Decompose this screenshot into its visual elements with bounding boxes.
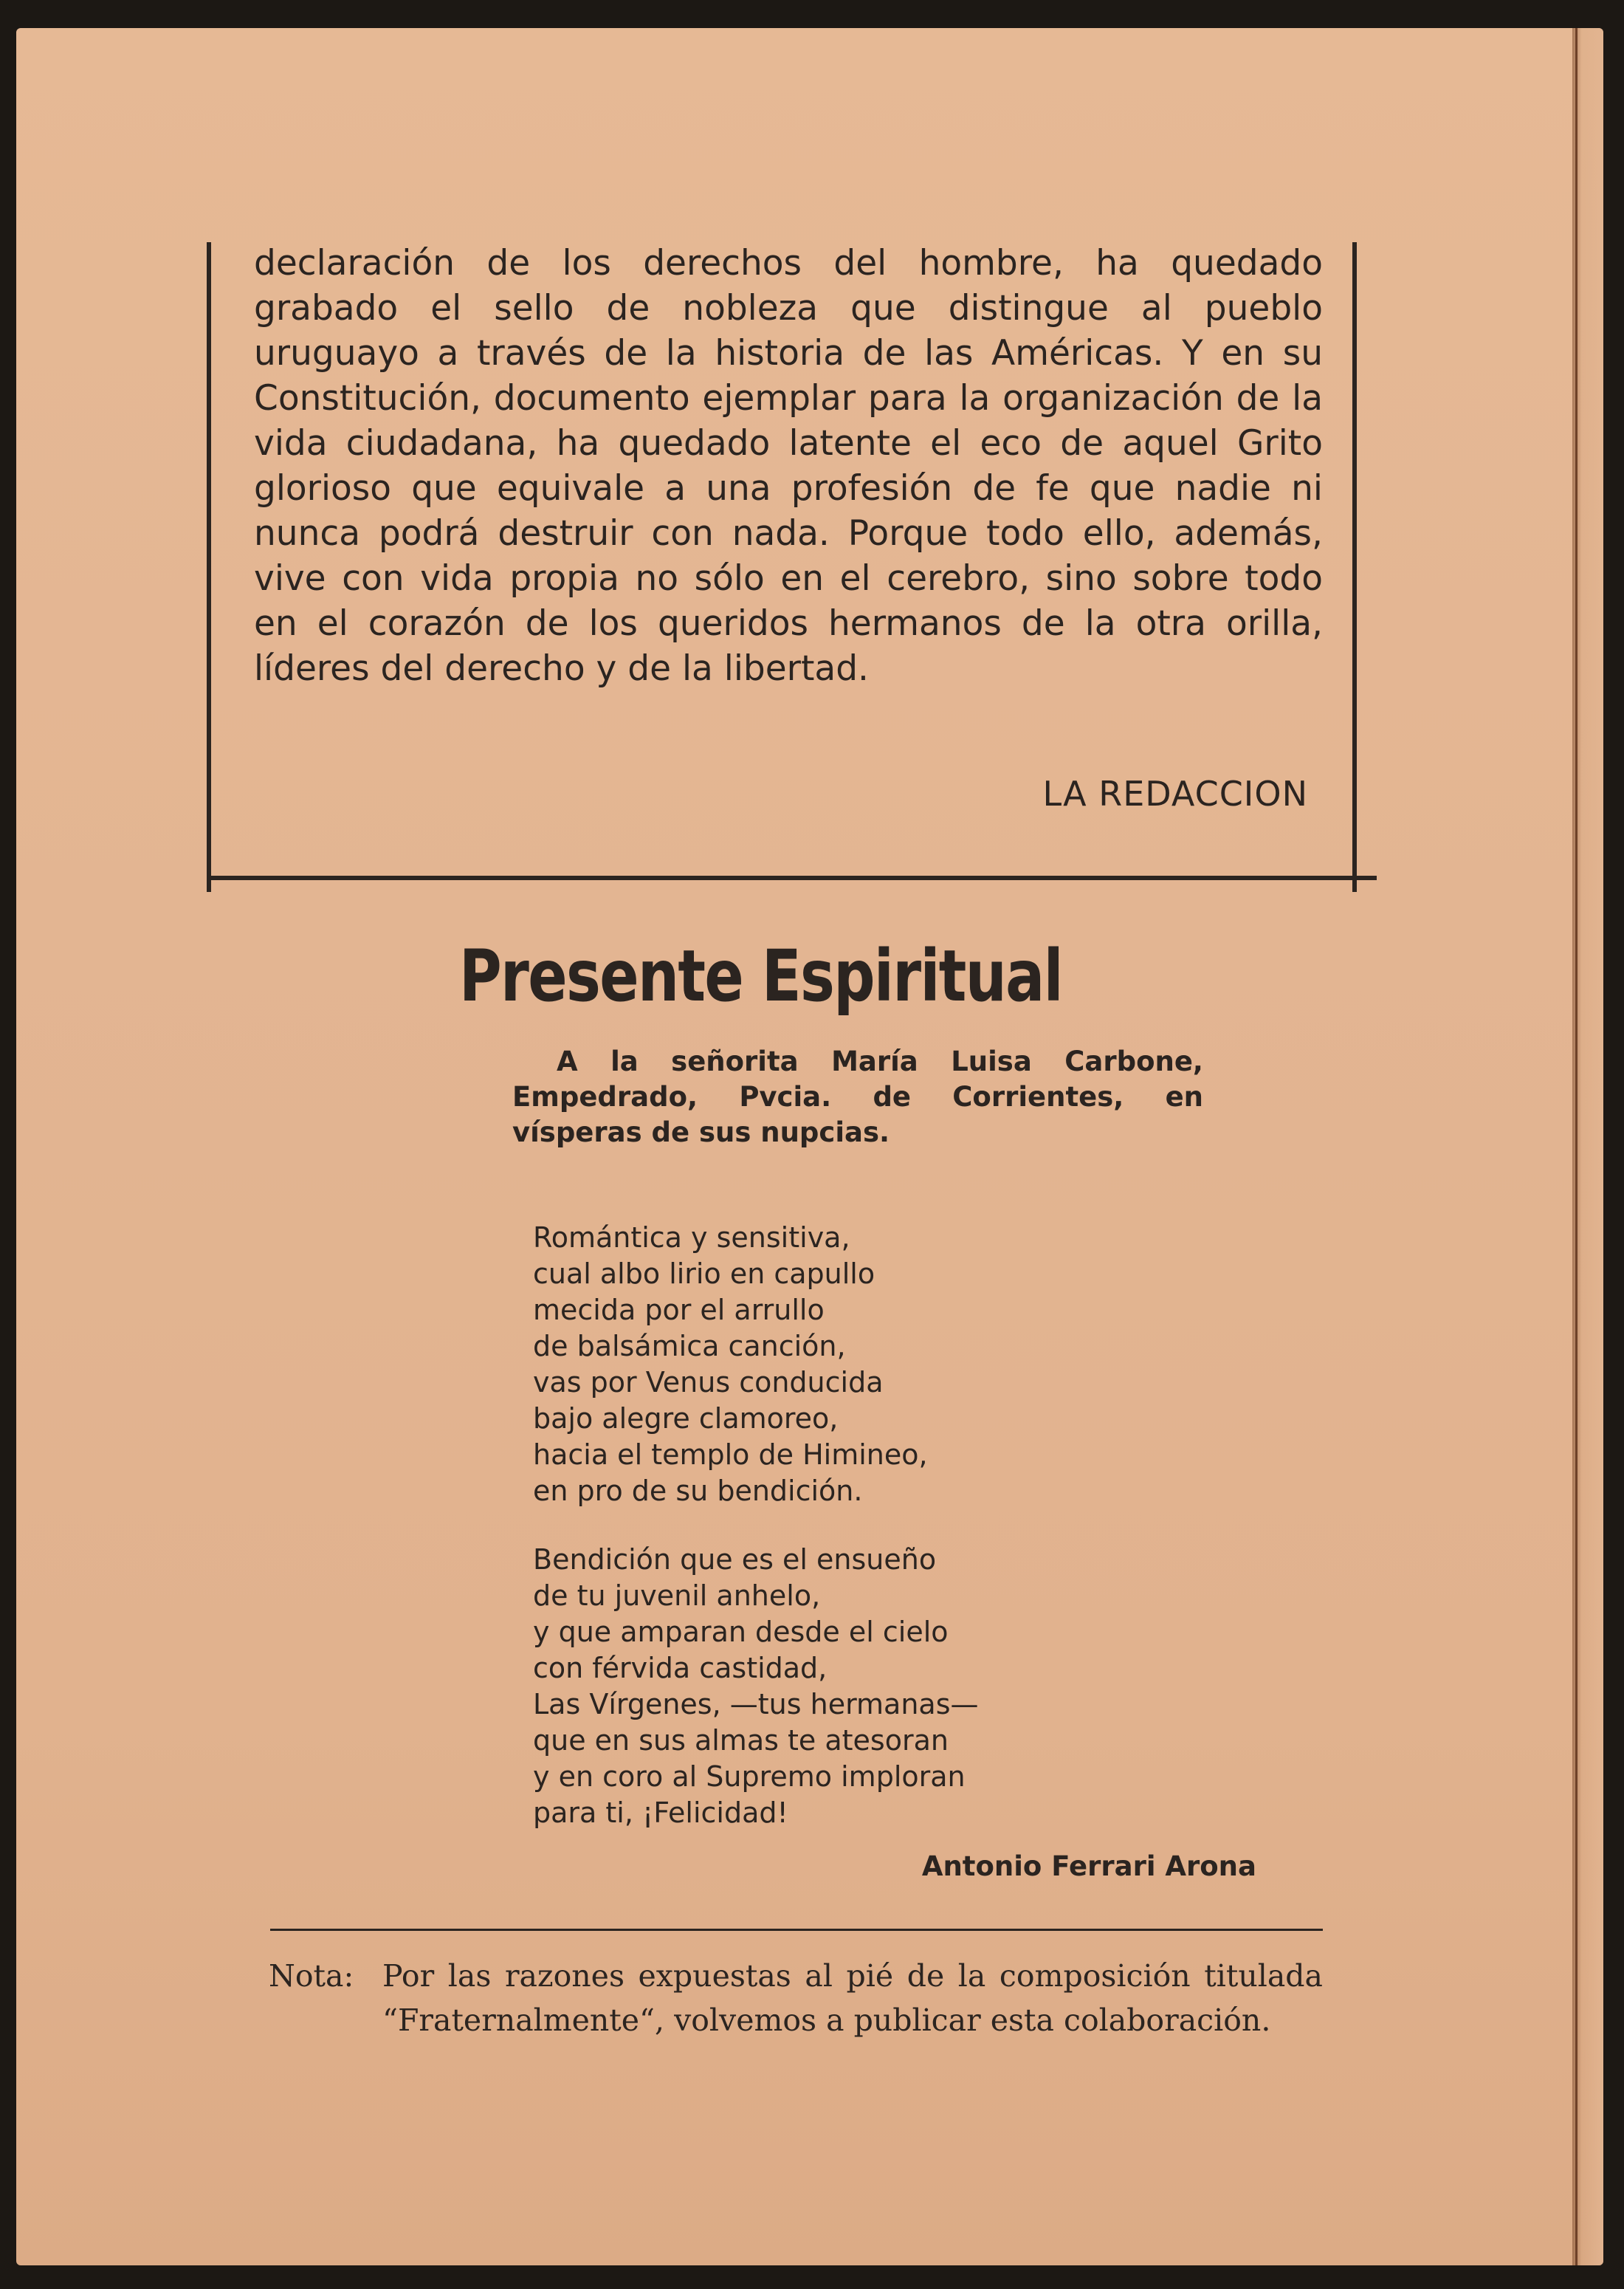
poem-title: Presente Espiritual (459, 935, 1063, 1017)
box-border-left (207, 242, 211, 892)
poem-line: vas por Venus conducida (533, 1366, 884, 1399)
poem-author: Antonio Ferrari Arona (921, 1850, 1256, 1882)
box-border-right (1352, 242, 1357, 892)
poem-stanza-1 (533, 1220, 1197, 1509)
poem-line: en pro de su bendición. (533, 1475, 863, 1507)
poem-line: bajo alegre clamoreo, (533, 1402, 839, 1435)
poem-line: con férvida castidad, (533, 1652, 828, 1684)
poem-line: de balsámica canción, (533, 1330, 846, 1362)
poem-line: Bendición que es el ensueño (533, 1543, 937, 1576)
poem-line: Romántica y sensitiva, (533, 1221, 850, 1254)
poem-line: que en sus almas te atesoran (533, 1724, 949, 1757)
magazine-page (16, 28, 1603, 2265)
note-text: Por las razones expuestas al pié de la composición titulada “Fraternalmente“, volvemos a publicar esta colaboración. (382, 1958, 1323, 2038)
poem-line: de tu juvenil anhelo, (533, 1579, 821, 1612)
box-border-bottom (207, 876, 1377, 880)
poem-dedication (512, 1044, 1203, 1150)
poem-line: hacia el templo de Himineo, (533, 1438, 928, 1471)
note-divider (270, 1929, 1323, 1931)
poem-line: para ti, ¡Felicidad! (533, 1796, 788, 1829)
editorial-signature: LA REDACCION (1042, 774, 1308, 814)
note-label: Nota: (269, 1958, 354, 1994)
poem-line: y que amparan desde el cielo (533, 1616, 949, 1648)
poem-line: cual albo lirio en capullo (533, 1257, 875, 1290)
poem-stanza-2 (533, 1542, 1197, 1831)
dedication-text: A la señorita María Luisa Carbone, Empedrado, Pvcia. de Corrientes, en vísperas de sus nupcias. (512, 1046, 1203, 1148)
poem-line: Las Vírgenes, —tus hermanas— (533, 1688, 979, 1720)
page-fold-line (1575, 28, 1577, 2265)
closing-paragraph: declaración de los derechos del hombre, ha quedado grabado el sello de nobleza que distingue al pueblo uruguayo a través de la historia de las Américas. Y en su Constitución, documento ejemplar para la organización de la vida ciudadana, ha quedado latente el eco de aquel Grito glorioso que equivale a una profesión de fe que nadie ni nunca podrá destruir con nada. Porque todo ello, además, vive con vida propia no sólo en el cerebro, sino sobre todo en el corazón de los queridos hermanos de la otra orilla, líderes del derecho y de la libertad. (254, 243, 1323, 689)
poem-line: y en coro al Supremo imploran (533, 1760, 966, 1793)
poem-line: mecida por el arrullo (533, 1294, 825, 1326)
